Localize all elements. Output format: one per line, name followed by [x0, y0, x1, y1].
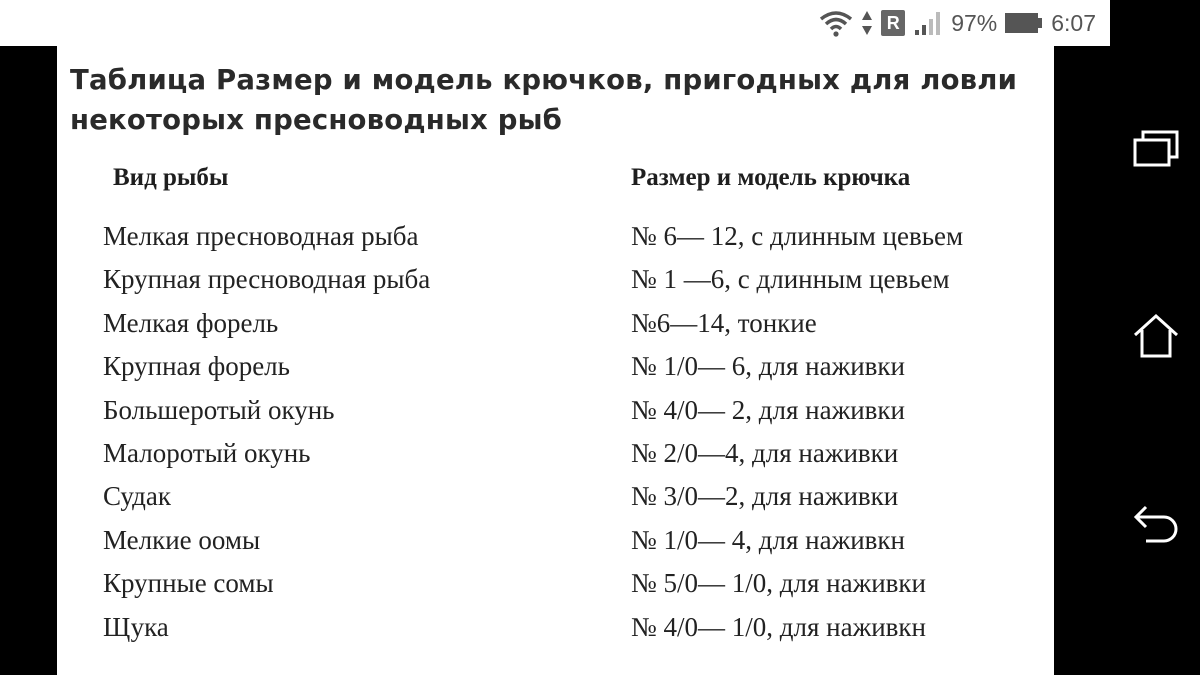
fish-name: Крупные сомы	[103, 568, 274, 599]
fish-name: Щука	[103, 611, 169, 642]
signal-icon	[913, 10, 943, 36]
home-icon	[1132, 312, 1180, 365]
table-row	[57, 525, 1054, 568]
table-row	[57, 481, 1054, 524]
hook-size: № 1 —6, с длинным цевьем	[631, 264, 950, 295]
table-row	[57, 438, 1054, 481]
hook-size: № 4/0— 1/0, для наживкн	[631, 611, 926, 642]
table-row	[57, 308, 1054, 351]
fish-name: Мелкие оомы	[103, 524, 261, 555]
battery-percent: 97%	[951, 9, 998, 36]
status-icons	[819, 0, 1096, 46]
fish-name: Судак	[103, 481, 171, 512]
table-row	[57, 264, 1054, 307]
hook-size: № 3/0—2, для наживки	[631, 481, 899, 512]
hook-size: № 1/0— 6, для наживки	[631, 351, 905, 382]
clock: 6:07	[1051, 9, 1096, 36]
fish-name: Мелкая пресноводная рыба	[103, 221, 419, 251]
wifi-icon	[819, 9, 853, 37]
table-body	[57, 221, 1054, 655]
hook-size: № 2/0—4, для наживки	[631, 437, 899, 468]
back-button[interactable]	[1132, 500, 1180, 548]
column-header-fish: Вид рыбы	[113, 164, 229, 191]
fish-name: Мелкая форель	[103, 307, 279, 338]
table-row	[57, 351, 1054, 394]
navigation-bar	[1110, 0, 1200, 675]
fish-name: Большеротый окунь	[103, 394, 335, 425]
fish-name: Крупная пресноводная рыба	[103, 264, 431, 295]
table-row	[57, 221, 1054, 264]
data-transfer-icon	[861, 10, 873, 36]
document-image	[57, 46, 1054, 675]
roaming-badge: R	[881, 10, 905, 36]
table-row	[57, 395, 1054, 438]
hook-size: №6—14, тонкие	[631, 307, 817, 338]
table-title: Таблица Размер и модель крючков, пригодных для ловли некоторых пресноводных рыб	[70, 64, 1018, 136]
column-header-hook: Размер и модель крючка	[631, 164, 911, 191]
home-button[interactable]	[1132, 314, 1180, 362]
hook-size: № 4/0— 2, для наживки	[631, 394, 905, 425]
recent-apps-icon	[1132, 128, 1180, 173]
hook-size: № 6— 12, с длинным цевьем	[631, 221, 964, 251]
table-row	[57, 612, 1054, 655]
fish-name: Малоротый окунь	[103, 437, 311, 468]
back-icon	[1132, 500, 1180, 549]
fish-name: Крупная форель	[103, 351, 290, 382]
hook-size: № 1/0— 4, для наживкн	[631, 524, 905, 555]
battery-icon	[1005, 12, 1043, 34]
hook-size: № 5/0— 1/0, для наживки	[631, 568, 926, 599]
recent-apps-button[interactable]	[1132, 126, 1180, 174]
status-bar	[0, 0, 1110, 46]
table-row	[57, 568, 1054, 611]
